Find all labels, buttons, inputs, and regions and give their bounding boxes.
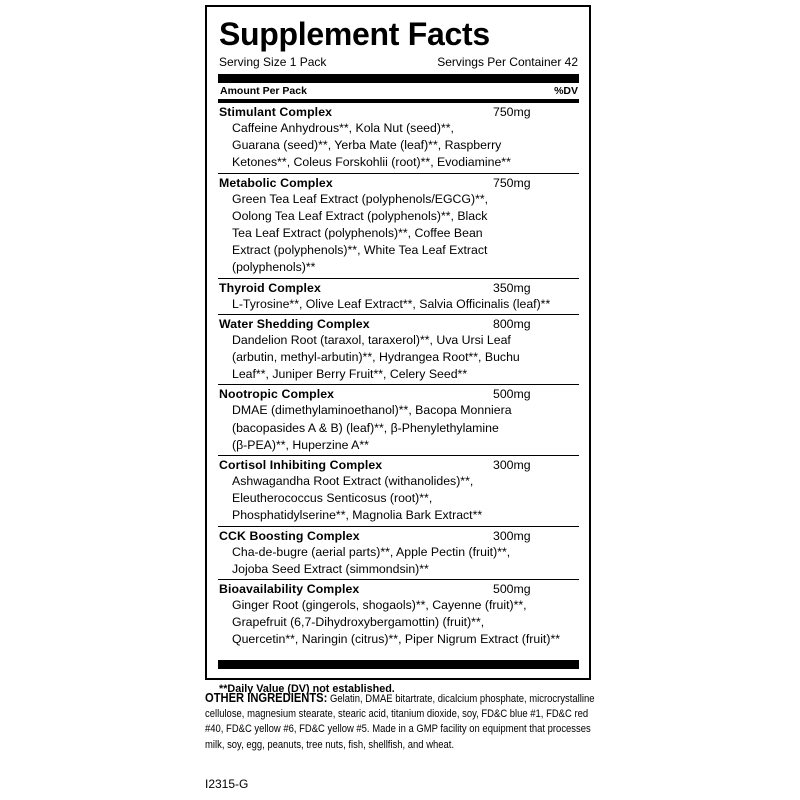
- ingredient-line: Ashwagandha Root Extract (withanolides)**,: [232, 474, 474, 489]
- complex-name: Water Shedding Complex: [219, 316, 370, 331]
- complex-block: [218, 385, 579, 456]
- complex-name: Cortisol Inhibiting Complex: [219, 458, 383, 473]
- complex-amount: 750mg: [493, 175, 531, 190]
- ingredient-line: (polyphenols)**: [232, 260, 316, 275]
- ingredient-line: Ketones**, Coleus Forskohlii (root)**, Evodiamine**: [232, 155, 511, 170]
- ingredient-line: Caffeine Anhydrous**, Kola Nut (seed)**,: [232, 121, 454, 135]
- complex-block: [218, 456, 579, 527]
- complex-block: [218, 103, 579, 174]
- bottom-divider: [218, 660, 579, 669]
- ingredient-line: (bacopasides A & B) (leaf)**, β-Phenylethylamine: [232, 420, 499, 435]
- complex-ingredients: [218, 473, 579, 525]
- complex-ingredients: [218, 544, 579, 578]
- amount-header-row: [218, 83, 579, 99]
- complex-amount: 500mg: [493, 387, 531, 402]
- complex-ingredients: [218, 597, 579, 649]
- complex-amount: 500mg: [493, 582, 531, 597]
- complex-name: Metabolic Complex: [219, 175, 333, 190]
- complex-ingredients: [218, 332, 579, 384]
- complex-amount: 350mg: [493, 280, 531, 295]
- complex-block: [218, 315, 579, 386]
- complex-header: [218, 316, 579, 332]
- daily-value-footnote: **Daily Value (DV) not established.: [219, 682, 395, 695]
- ingredient-line: Oolong Tea Leaf Extract (polyphenols)**, Black: [232, 208, 488, 223]
- ingredient-line: Grapefruit (6,7-Dihydroxybergamottin) (fruit)**,: [232, 615, 485, 630]
- ingredient-line: Jojoba Seed Extract (simmondsin)**: [232, 561, 429, 576]
- serving-row: [218, 54, 579, 70]
- complex-header: [218, 581, 579, 597]
- complex-ingredients: [218, 120, 579, 172]
- complex-name: Thyroid Complex: [219, 280, 321, 295]
- complex-header: [218, 104, 579, 120]
- ingredient-line: DMAE (dimethylaminoethanol)**, Bacopa Monniera: [232, 403, 512, 418]
- dv-header: %DV: [554, 85, 578, 97]
- complex-amount: 300mg: [493, 528, 531, 543]
- product-code: I2315-G: [205, 777, 249, 791]
- other-ingredients: [205, 690, 596, 753]
- ingredient-line: Leaf**, Juniper Berry Fruit**, Celery Seed**: [232, 367, 468, 382]
- panel-title: Supplement Facts: [219, 16, 490, 52]
- ingredient-line: Cha-de-bugre (aerial parts)**, Apple Pectin (fruit)**,: [232, 544, 511, 559]
- ingredient-line: Phosphatidylserine**, Magnolia Bark Extract**: [232, 508, 483, 523]
- complex-ingredients: [218, 296, 579, 313]
- complex-header: [218, 175, 579, 191]
- ingredient-line: Dandelion Root (taraxol, taraxerol)**, Uva Ursi Leaf: [232, 332, 511, 347]
- ingredient-line: Eleutherococcus Senticosus (root)**,: [232, 491, 433, 506]
- complex-list: [218, 103, 579, 650]
- ingredient-line: Guarana (seed)**, Yerba Mate (leaf)**, Raspberry: [232, 138, 502, 153]
- complex-name: CCK Boosting Complex: [219, 528, 360, 543]
- other-ingredients-text: Gelatin, DMAE bitartrate, dicalcium phosphate, microcrystalline cellulose, magnesium stearate, stearic acid, titanium dioxide, soy, FD&C blue #1, FD&C red #40, FD&C yellow #6, FD&C yellow #5. Made in a GMP facility on equipment that processes milk, soy, egg, peanuts, tree nuts, fish, shellfish, and wheat.: [205, 693, 595, 751]
- complex-ingredients: [218, 191, 579, 277]
- complex-amount: 800mg: [493, 316, 531, 331]
- complex-ingredients: [218, 402, 579, 454]
- ingredient-line: Tea Leaf Extract (polyphenols)**, Coffee Bean: [232, 226, 483, 241]
- complex-amount: 750mg: [493, 105, 531, 119]
- servings-per-container: Servings Per Container 42: [437, 55, 578, 69]
- complex-header: [218, 528, 579, 544]
- ingredient-line: (arbutin, methyl-arbutin)**, Hydrangea Root**, Buchu: [232, 350, 520, 365]
- complex-block: [218, 174, 579, 279]
- complex-header: [218, 280, 579, 296]
- supplement-facts-panel: [205, 5, 591, 695]
- ingredient-line: Ginger Root (gingerols, shogaols)**, Cayenne (fruit)**,: [232, 598, 527, 613]
- other-ingredients-label: OTHER INGREDIENTS:: [205, 690, 328, 705]
- complex-header: [218, 386, 579, 402]
- serving-size: Serving Size 1 Pack: [219, 55, 327, 69]
- thick-divider: [218, 74, 579, 83]
- complex-block: [218, 580, 579, 650]
- complex-block: [218, 527, 579, 580]
- ingredient-line: Quercetin**, Naringin (citrus)**, Piper Nigrum Extract (fruit)**: [232, 632, 561, 647]
- complex-name: Bioavailability Complex: [219, 582, 360, 597]
- complex-block: [218, 279, 579, 315]
- complex-name: Stimulant Complex: [219, 105, 333, 119]
- ingredient-line: L-Tyrosine**, Olive Leaf Extract**, Salvia Officinalis (leaf)**: [232, 296, 551, 311]
- complex-name: Nootropic Complex: [219, 387, 335, 402]
- ingredient-line: Green Tea Leaf Extract (polyphenols/EGCG)**,: [232, 191, 489, 206]
- amount-per-pack-label: Amount Per Pack: [220, 85, 307, 97]
- ingredient-line: Extract (polyphenols)**, White Tea Leaf Extract: [232, 243, 488, 258]
- complex-header: [218, 457, 579, 473]
- ingredient-line: (β-PEA)**, Huperzine A**: [232, 437, 369, 452]
- complex-amount: 300mg: [493, 458, 531, 473]
